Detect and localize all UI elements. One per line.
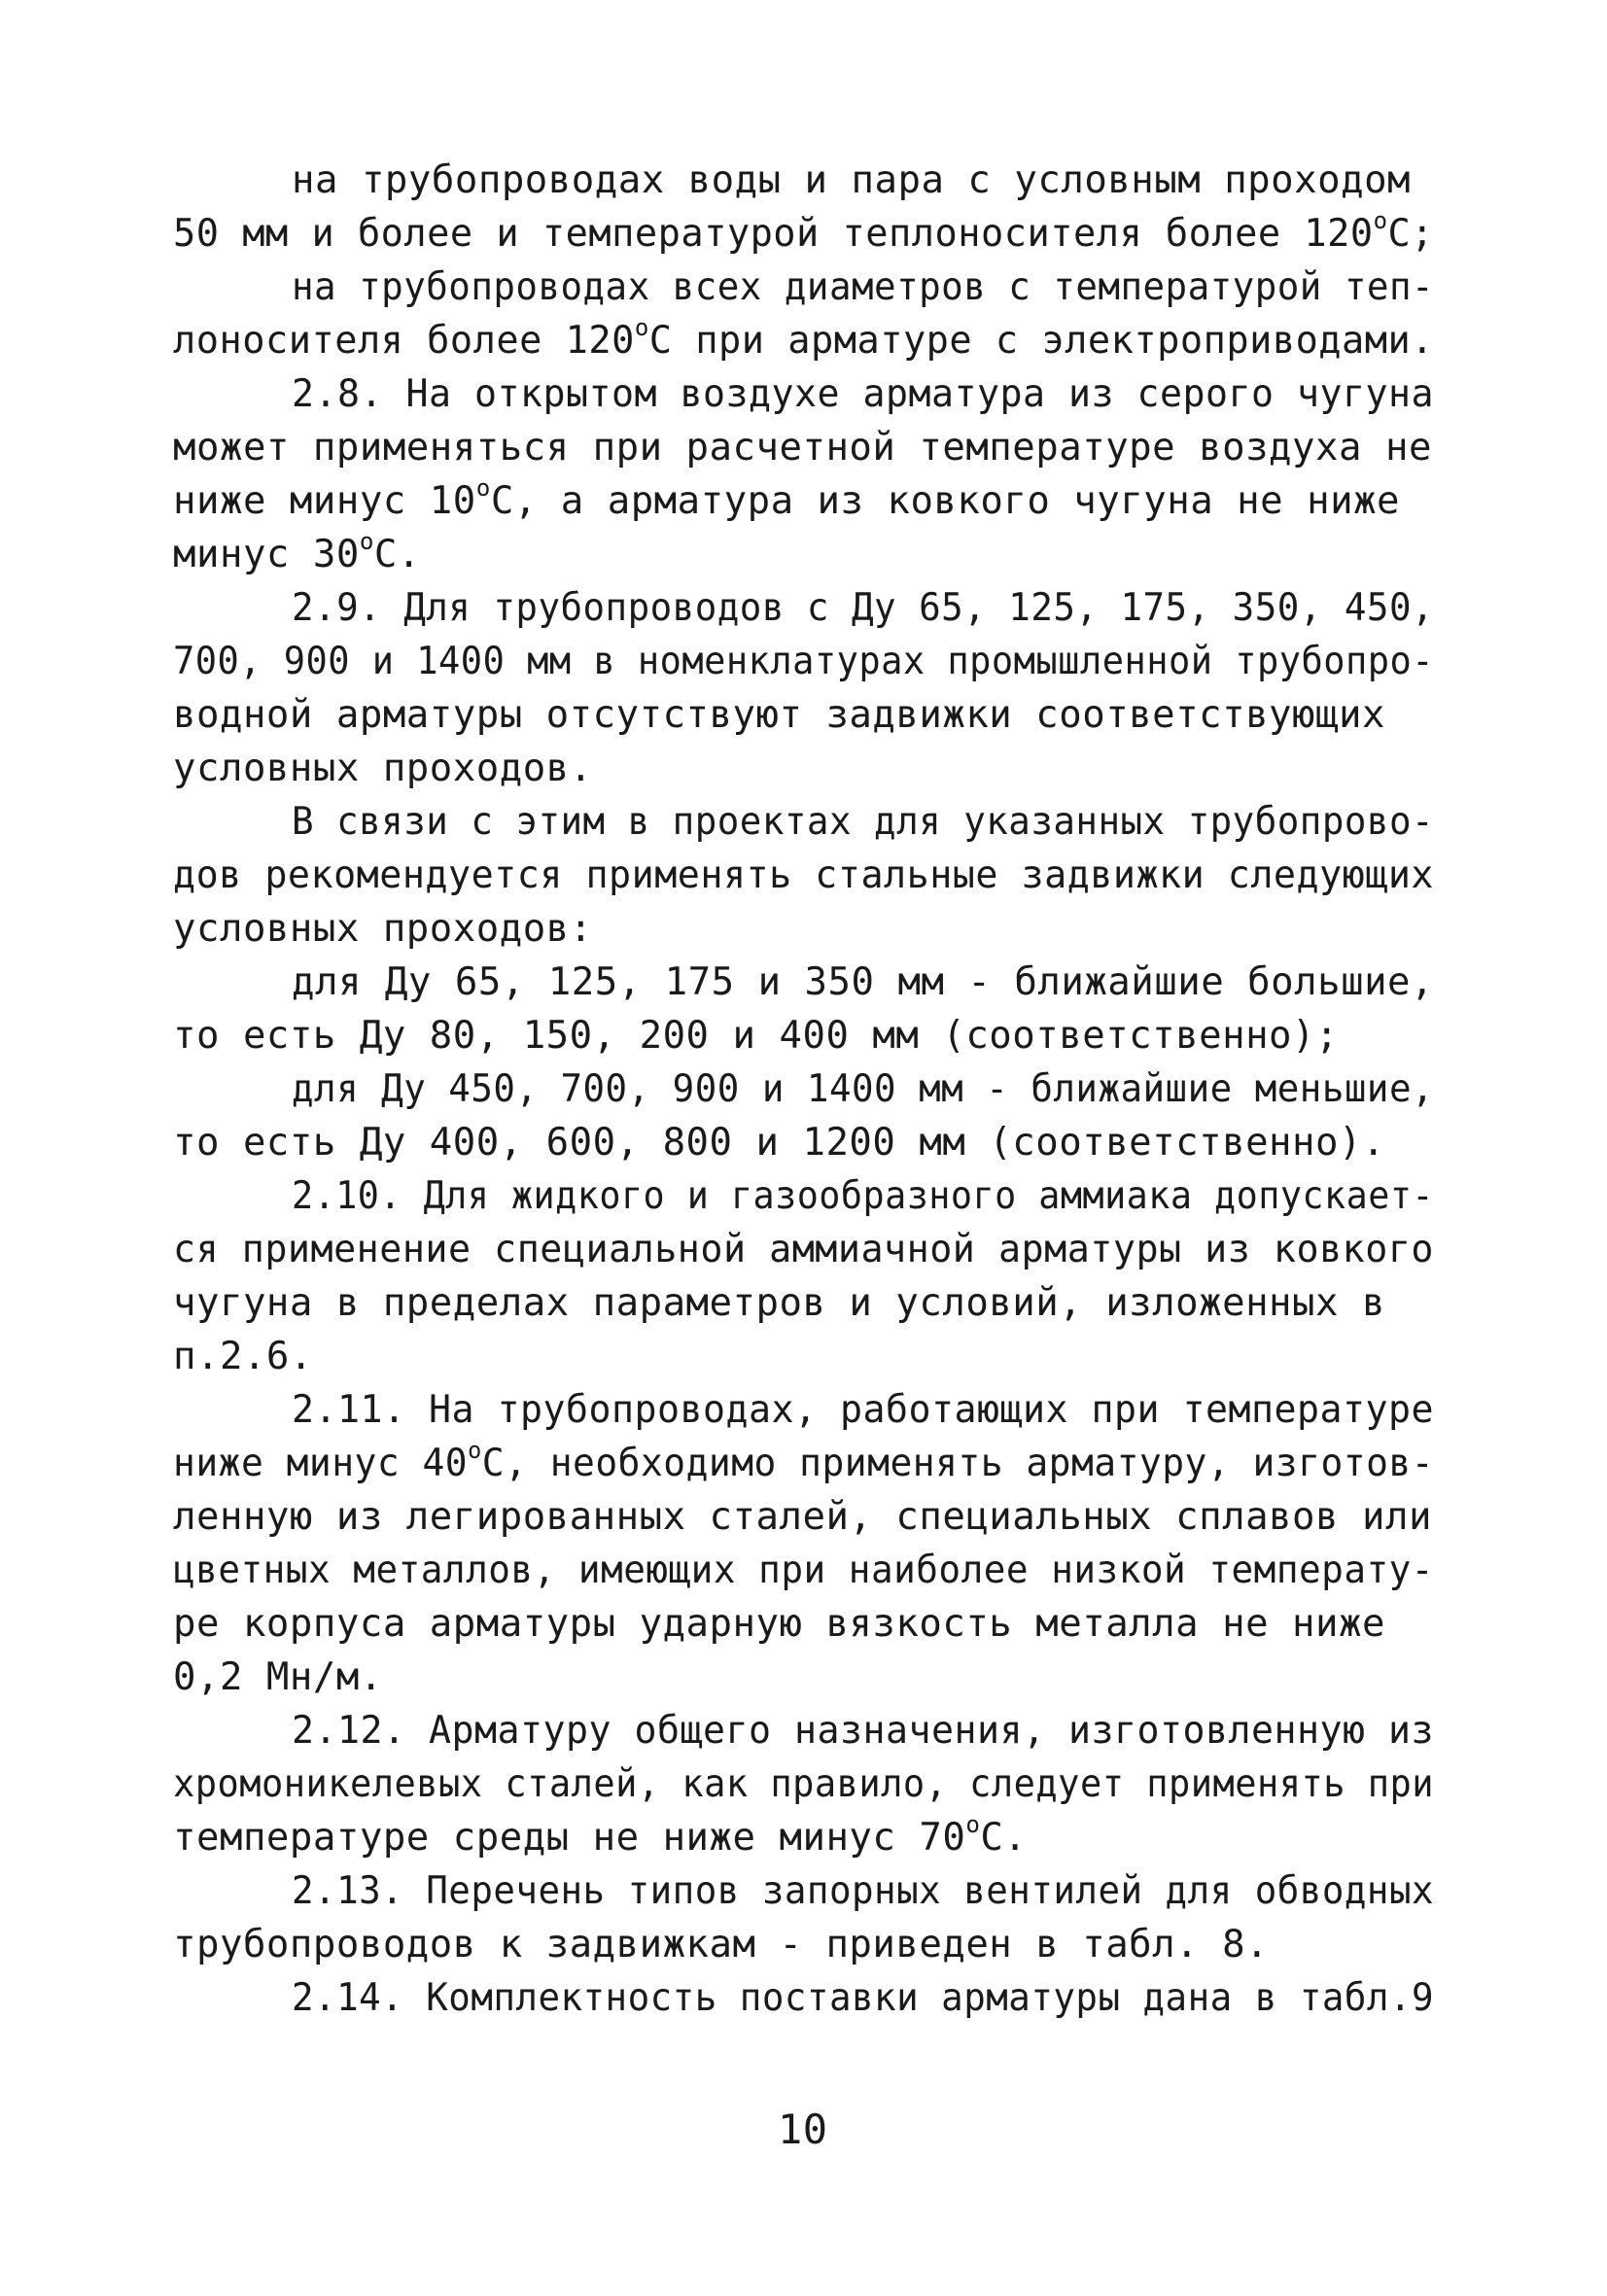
text-line: ся применение специальной аммиачной арматуры из ковкого [173, 1228, 1435, 1271]
text-line: температуре среды не ниже минус 70$^o$C. [173, 1810, 1028, 1860]
text-line: то есть Ду 400, 600, 800 и 1200 мм (соответственно). [173, 1121, 1385, 1165]
text-line: на трубопроводах воды и пара с условным проходом [292, 158, 1412, 202]
text-line: цветных металлов, имеющих при наиболее низкой температу- [173, 1548, 1434, 1592]
text-line: может применяться при расчетной температуре воздуха не [173, 426, 1432, 470]
text-line: для Ду 450, 700, 900 и 1400 мм - ближайшие меньшие, [292, 1067, 1435, 1111]
degree-sign: o [965, 1810, 981, 1838]
text-line: на трубопроводах всех диаметров с температурой теп- [292, 265, 1435, 309]
text-line: 2.12. Арматуру общего назначения, изготовленную из [292, 1709, 1435, 1753]
text-line: водной арматуры отсутствуют задвижки соответствующих [173, 693, 1385, 737]
text-line: трубопроводов к задвижкам - приведен в табл. 8. [173, 1923, 1270, 1966]
text-line: 2.14. Комплектность поставки арматуры дана в табл.9 [292, 1976, 1435, 2020]
text-line: 2.8. На открытом воздухе арматура из серого чугуна [292, 372, 1435, 416]
text-line: 50 мм и более и температурой теплоносителя более 120$^o$C; [173, 206, 1435, 256]
text-line: 0,2 Мн/м. [173, 1655, 383, 1699]
degree-sign: o [1373, 206, 1388, 234]
text-line: то есть Ду 80, 150, 200 и 400 мм (соответственно); [173, 1014, 1339, 1058]
text-line: ленную из легированных сталей, специальных сплавов или [173, 1495, 1432, 1539]
text-line: В связи с этим в проектах для указанных трубопрово- [292, 800, 1435, 844]
text-line: хромоникелевых сталей, как правило, следует применять при [173, 1762, 1435, 1806]
text-line: условных проходов: [173, 907, 593, 951]
text-line: 2.13. Перечень типов запорных вентилей для обводных [292, 1869, 1435, 1913]
text-line: ниже минус 40$^o$C, необходимо применять арматуру, изготов- [173, 1436, 1435, 1485]
text-line: условных проходов. [173, 747, 593, 790]
text-line: 2.11. На трубопроводах, работающих при температуре [292, 1388, 1435, 1432]
text-line: дов рекомендуется применять стальные задвижки следующих [173, 853, 1435, 897]
degree-sign: o [359, 527, 374, 555]
page-number: 10 [778, 2105, 828, 2153]
text-line: ниже минус 10$^o$C, а арматура из ковкого чугуна не ниже [173, 473, 1401, 523]
text-line: п.2.6. [173, 1335, 313, 1378]
degree-sign: o [468, 1436, 482, 1464]
text-line: чугуна в пределах параметров и условий, изложенных в [173, 1281, 1385, 1325]
text-line: для Ду 65, 125, 175 и 350 мм - ближайшие большие, [292, 960, 1435, 1004]
text-line: 700, 900 и 1400 мм в номенклатурах промышленной трубопро- [173, 640, 1435, 683]
text-line: лоносителя более 120$^o$C при арматуре с электроприводами. [173, 313, 1435, 363]
text-line: минус 30$^o$C. [173, 527, 421, 576]
text-line: 2.10. Для жидкого и газообразного аммиака допускает- [292, 1174, 1435, 1218]
text-line: 2.9. Для трубопроводов с Ду 65, 125, 175, 350, 450, [292, 586, 1435, 630]
degree-sign: o [475, 473, 491, 502]
degree-sign: o [634, 313, 649, 341]
text-line: ре корпуса арматуры ударную вязкость металла не ниже [173, 1602, 1385, 1646]
